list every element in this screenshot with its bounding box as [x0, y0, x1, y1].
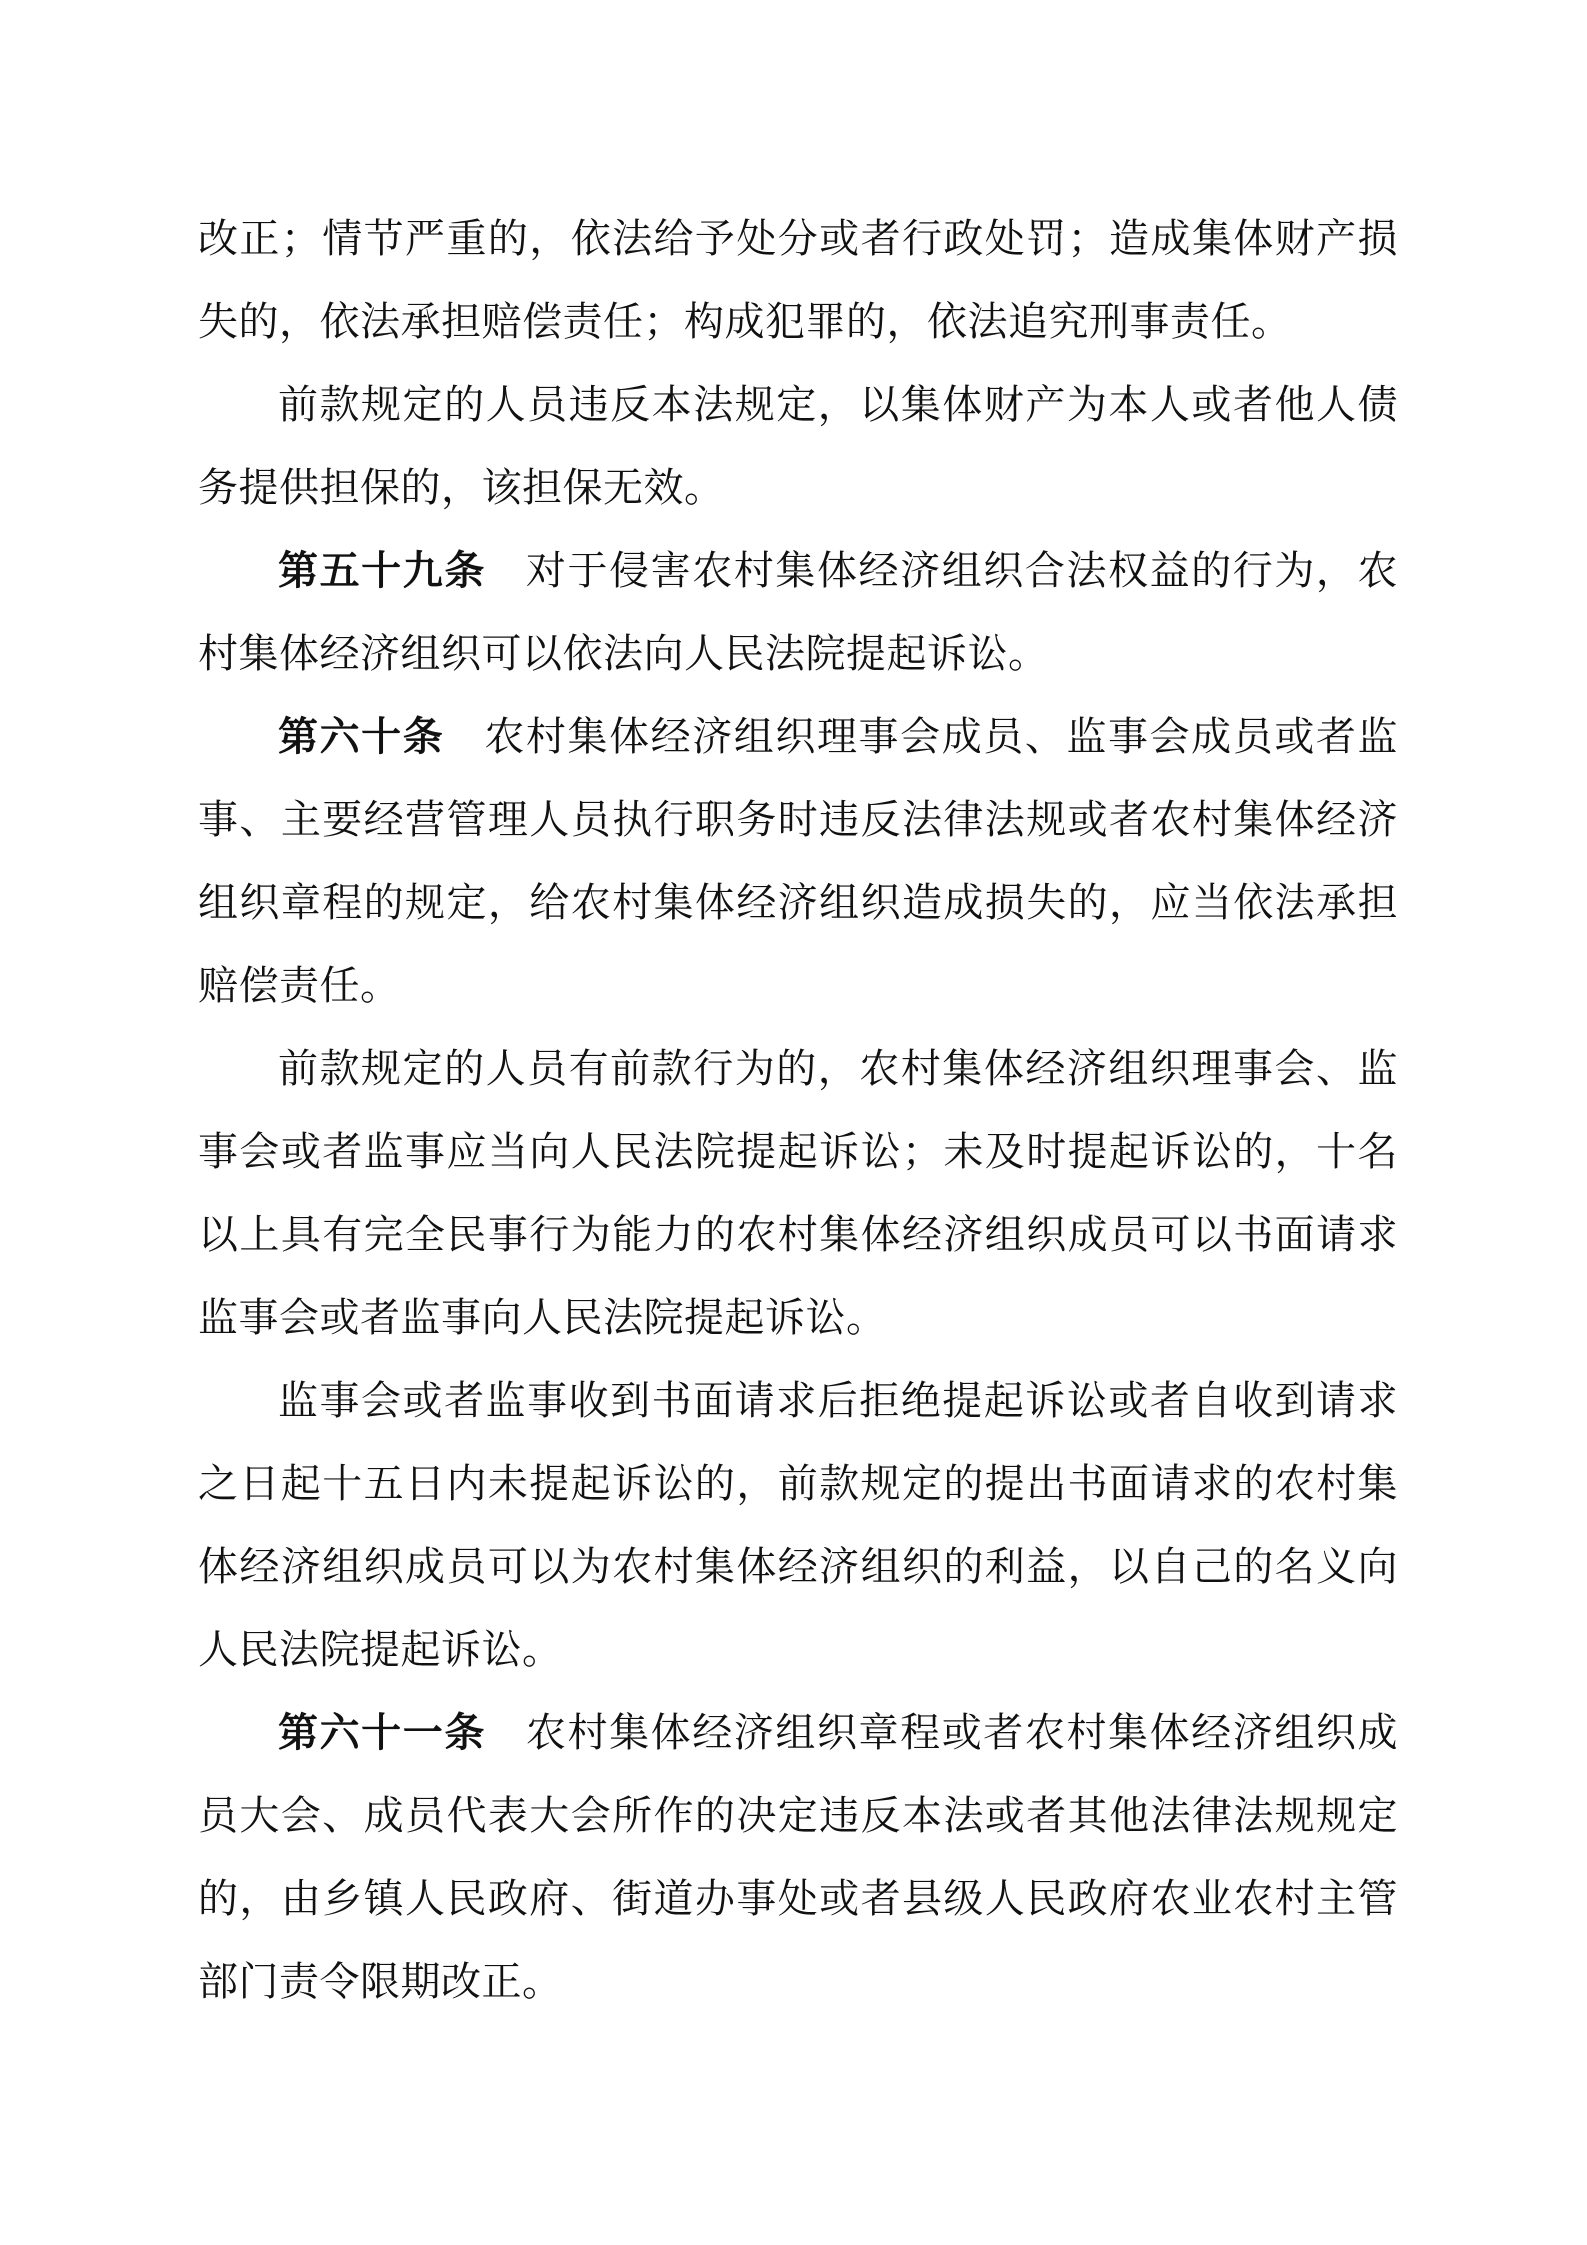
paragraph-text: 改正；情节严重的，依法给予处分或者行政处罚；造成集体财产损失的，依法承担赔偿责任；构成犯罪的，依法追究刑事责任。 [198, 216, 1398, 345]
paragraph-member-lawsuit [198, 1360, 1398, 1692]
document-body [198, 198, 1398, 2024]
article-heading: 第六十一条 [278, 1710, 486, 1756]
article-heading: 第六十条 [278, 714, 445, 760]
paragraph-guarantee-invalid [198, 364, 1398, 530]
article-heading: 第五十九条 [278, 548, 486, 594]
article-60 [198, 696, 1398, 1028]
paragraph-text: 前款规定的人员违反本法规定，以集体财产为本人或者他人债务提供担保的，该担保无效。 [198, 382, 1398, 511]
paragraph-text: 农村集体经济组织章程或者农村集体经济组织成员大会、成员代表大会所作的决定违反本法或者其他法律法规规定的，由乡镇人民政府、街道办事处或者县级人民政府农业农村主管部门责令限期改正。 [198, 1710, 1399, 2005]
paragraph-lawsuit-request [198, 1028, 1398, 1360]
paragraph-text: 监事会或者监事收到书面请求后拒绝提起诉讼或者自收到请求之日起十五日内未提起诉讼的，前款规定的提出书面请求的农村集体经济组织成员可以为农村集体经济组织的利益，以自己的名义向人民法院提起诉讼。 [198, 1378, 1398, 1673]
paragraph-text: 前款规定的人员有前款行为的，农村集体经济组织理事会、监事会或者监事应当向人民法院提起诉讼；未及时提起诉讼的，十名以上具有完全民事行为能力的农村集体经济组织成员可以书面请求监事会或者监事向人民法院提起诉讼。 [198, 1046, 1398, 1341]
article-59 [198, 530, 1398, 696]
paragraph-continuation [198, 198, 1398, 364]
paragraph-text: 对于侵害农村集体经济组织合法权益的行为，农村集体经济组织可以依法向人民法院提起诉讼。 [198, 548, 1399, 677]
paragraph-text: 农村集体经济组织理事会成员、监事会成员或者监事、主要经营管理人员执行职务时违反法律法规或者农村集体经济组织章程的规定，给农村集体经济组织造成损失的，应当依法承担赔偿责任。 [198, 714, 1399, 1009]
article-61 [198, 1692, 1398, 2024]
